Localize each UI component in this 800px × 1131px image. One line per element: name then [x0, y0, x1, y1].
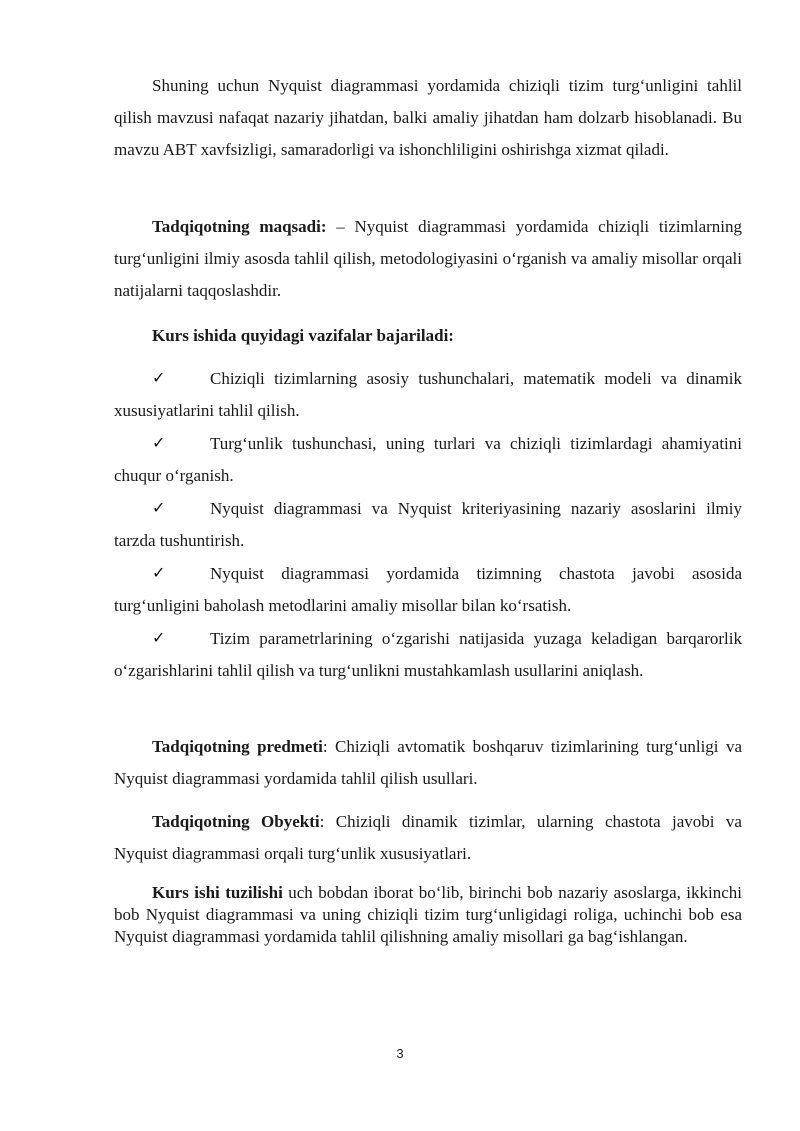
subject-text: : Chiziqli avtomatik boshqaruv tizimlarining turg‘unligi va Nyquist diagrammasi yordamida tahlil qilish usullari. [114, 737, 742, 788]
aim-paragraph [114, 211, 742, 307]
object-text: : Chiziqli dinamik tizimlar, ularning chastota javobi va Nyquist diagrammasi orqali turg‘unlik xususiyatlari. [114, 812, 742, 863]
task-item-4: Nyquist diagrammasi yordamida tizimning chastota javobi asosida turg‘unligini baholash metodlarini amaliy misollar bilan ko‘rsatish. [114, 564, 742, 615]
check-icon: ✓ [152, 628, 166, 647]
check-icon: ✓ [152, 368, 166, 387]
task-item-3: Nyquist diagrammasi va Nyquist kriteriyasining nazariy asoslarini ilmiy tarzda tushuntirish. [114, 499, 742, 550]
tasks-heading-text: Kurs ishida quyidagi vazifalar bajariladi: [152, 326, 454, 345]
check-icon: ✓ [152, 433, 166, 452]
task-item-2: Turg‘unlik tushunchasi, uning turlari va chiziqli tizimlardagi ahamiyatini chuqur o‘rganish. [114, 434, 742, 485]
aim-label: Tadqiqotning maqsadi: [152, 217, 327, 236]
tasks-heading [114, 320, 742, 352]
check-icon: ✓ [152, 563, 166, 582]
subject-paragraph [114, 731, 742, 795]
structure-text: uch bobdan iborat bo‘lib, birinchi bob nazariy asoslarga, ikkinchi bob Nyquist diagrammasi va uning chiziqli tizim turg‘unligidagi roliga, uchinchi bob esa Nyquist diagrammasi yordamida tahlil qilishning amaliy misollari ga bag‘ishlangan. [114, 883, 742, 946]
intro-paragraph: Shuning uchun Nyquist diagrammasi yordamida chiziqli tizim turg‘unligini tahlil qilish mavzusi nafaqat nazariy jihatdan, balki amaliy jihatdan ham dolzarb hisoblanadi. Bu mavzu ABT xavfsizligi, samaradorligi va ishonchliligini oshirishga xizmat qiladi. [114, 76, 742, 159]
task-item-1: Chiziqli tizimlarning asosiy tushunchalari, matematik modeli va dinamik xususiyatlarini tahlil qilish. [114, 369, 742, 420]
structure-paragraph [114, 882, 742, 948]
aim-text: – Nyquist diagrammasi yordamida chiziqli tizimlarning turg‘unligini ilmiy asosda tahlil qilish, metodologiyasini o‘rganish va amaliy misollar orqali natijalarni taqqoslashdir. [114, 217, 742, 300]
object-label: Tadqiqotning Obyekti [152, 812, 320, 831]
structure-label: Kurs ishi tuzilishi [152, 883, 283, 902]
task-item-5: Tizim parametrlarining o‘zgarishi natijasida yuzaga keladigan barqarorlik o‘zgarishlarini tahlil qilish va turg‘unlikni mustahkamlash usullarini aniqlash. [114, 629, 742, 680]
subject-label: Tadqiqotning predmeti [152, 737, 323, 756]
object-paragraph [114, 806, 742, 870]
page-number: 3 [396, 1046, 404, 1061]
check-icon: ✓ [152, 498, 166, 517]
